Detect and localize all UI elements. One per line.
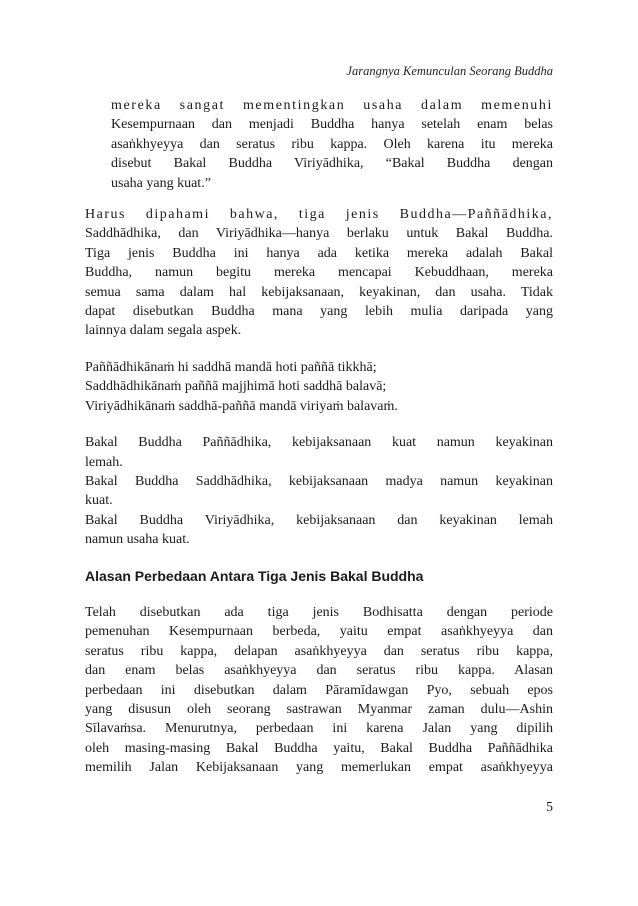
text-line: usaha yang kuat.” <box>111 175 211 191</box>
text-line: disebut Bakal Buddha Viriyādhika, “Bakal Buddha dengan <box>111 156 553 172</box>
text-line: dapat disebutkan Buddha mana yang lebih mulia daripada yang <box>85 304 553 320</box>
text-line: mereka sangat mementingkan usaha dalam memenuhi <box>111 98 553 113</box>
text-line: lemah. <box>85 454 123 470</box>
text-line: Sīlavaṁsa. Menurutnya, perbedaan ini karena Jalan yang dipilih <box>85 721 553 737</box>
text-line: oleh masing-masing Bakal Buddha yaitu, Bakal Buddha Paññādhika <box>85 740 553 756</box>
text-line: asaṅkhyeyya dan seratus ribu kappa. Oleh karena itu mereka <box>111 136 553 152</box>
verse-line: Saddhādhikānaṁ paññā majjhimā hoti saddhā balavā; <box>85 379 387 395</box>
text-line: perbedaan ini disebutkan dalam Pāramīdawgan Pyo, sebuah epos <box>85 682 553 698</box>
running-header: Jarangnya Kemunculan Seorang Buddha <box>346 64 553 78</box>
text-line: Buddha, namun begitu mereka mencapai Kebuddhaan, mereka <box>85 265 553 281</box>
bodhisatta-types-list <box>85 433 553 549</box>
text-line: Kesempurnaan dan menjadi Buddha hanya setelah enam belas <box>111 117 553 133</box>
text-line: yang disusun oleh seorang sastrawan Myanmar zaman dulu—Ashin <box>85 701 553 717</box>
block-quote <box>85 96 553 193</box>
verse-line: Viriyādhikānaṁ saddhā-paññā mandā viriyaṁ balavaṁ. <box>85 398 398 414</box>
text-line: namun usaha kuat. <box>85 532 190 548</box>
text-line: Bakal Buddha Saddhādhika, kebijaksanaan madya namun keyakinan <box>85 473 553 489</box>
text-line: seratus ribu kappa, delapan asaṅkhyeyya dan seratus ribu kappa, <box>85 643 553 659</box>
page-body <box>85 96 553 778</box>
text-line: lainnya dalam segala aspek. <box>85 323 242 339</box>
section-heading: Alasan Perbedaan Antara Tiga Jenis Bakal Buddha <box>85 567 424 584</box>
text-line: Tiga jenis Buddha ini hanya ada ketika mereka adalah Bakal <box>85 245 553 261</box>
text-line: memilih Jalan Kebijaksanaan yang memerlukan empat asaṅkhyeyya <box>85 760 553 776</box>
text-line: kuat. <box>85 493 113 509</box>
text-line: Telah disebutkan ada tiga jenis Bodhisatta dengan periode <box>85 604 553 620</box>
paragraph-reasons <box>85 603 553 778</box>
pali-verse <box>85 358 553 416</box>
page-number: 5 <box>546 800 553 815</box>
text-line: pemenuhan Kesempurnaan berbeda, yaitu empat asaṅkhyeyya dan <box>85 624 553 640</box>
text-line: dan enam belas asaṅkhyeyya dan seratus ribu kappa. Alasan <box>85 663 553 679</box>
text-line: Harus dipahami bahwa, tiga jenis Buddha—Paññādhika, <box>85 207 553 223</box>
text-line: Bakal Buddha Viriyādhika, kebijaksanaan dan keyakinan lemah <box>85 512 553 528</box>
text-line: Bakal Buddha Paññādhika, kebijaksanaan kuat namun keyakinan <box>85 435 553 451</box>
text-line: Saddhādhika, dan Viriyādhika—hanya berlaku untuk Bakal Buddha. <box>85 226 553 242</box>
verse-line: Paññādhikānaṁ hi saddhā mandā hoti paññā tikkhā; <box>85 359 377 375</box>
text-line: semua sama dalam hal kebijaksanaan, keyakinan, dan usaha. Tidak <box>85 284 553 300</box>
paragraph-three-types <box>85 205 553 341</box>
